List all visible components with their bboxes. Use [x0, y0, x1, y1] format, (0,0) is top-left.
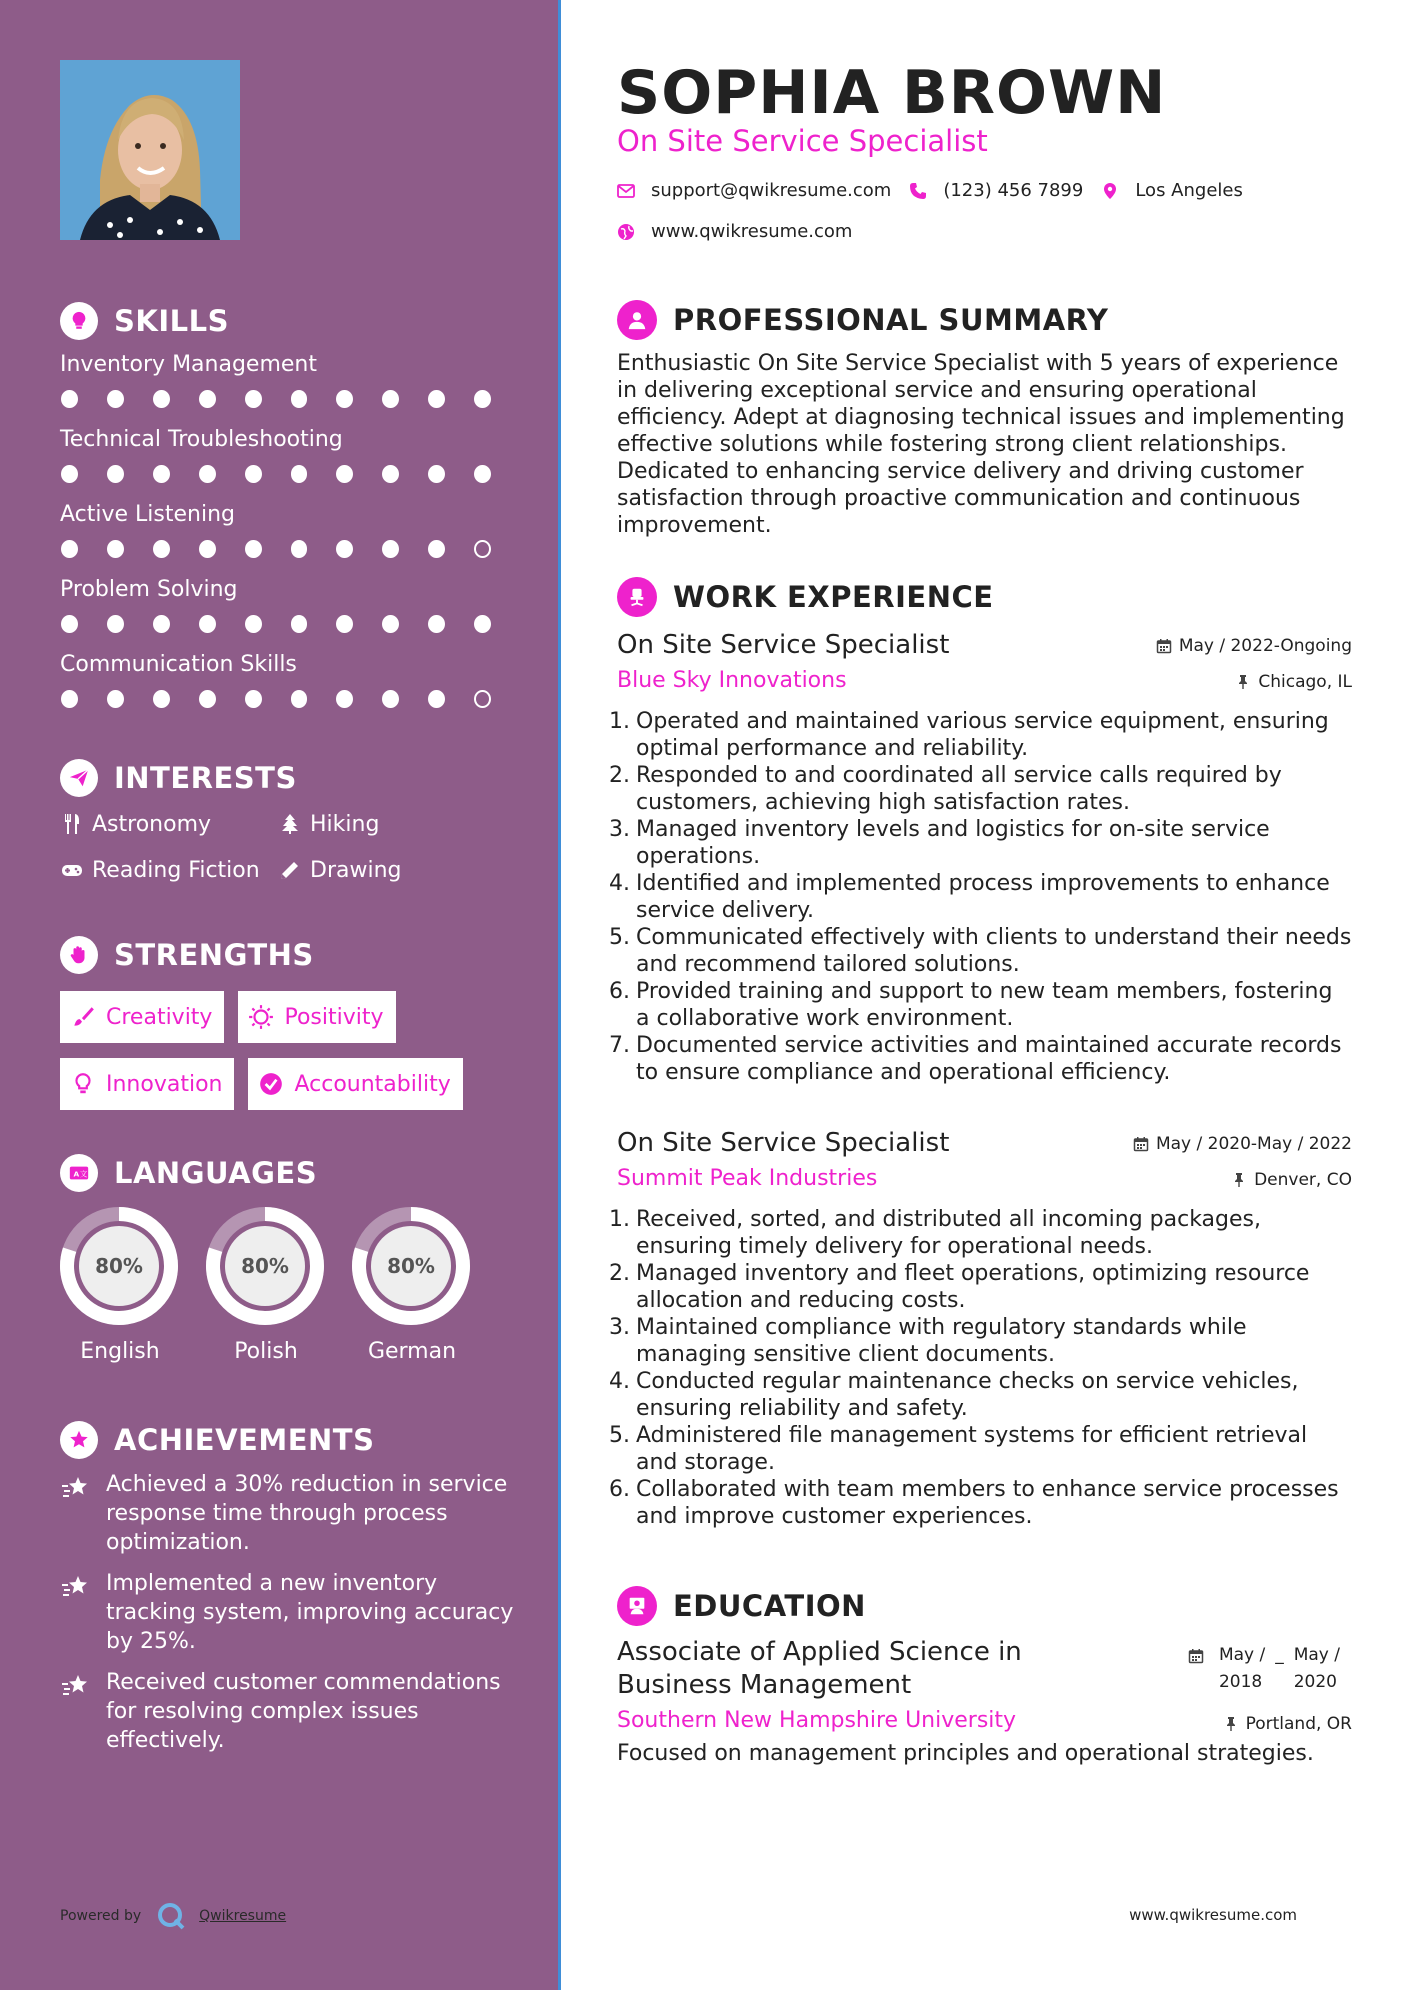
- education-date-start: [1219, 1642, 1265, 1696]
- rating-dot-filled: [336, 615, 353, 633]
- skill-item: [60, 425, 520, 500]
- interest-item: [278, 856, 496, 884]
- interests-heading: [60, 757, 297, 799]
- job-title: On Site Service Specialist: [617, 1128, 950, 1158]
- languages-list: [58, 1205, 518, 1364]
- lightbulb-icon: [70, 1071, 96, 1097]
- rating-dot-filled: [61, 390, 78, 408]
- skill-rating: [61, 690, 520, 708]
- hand-icon: [60, 936, 98, 974]
- qwikresume-link[interactable]: Qwikresume: [199, 1908, 287, 1924]
- footer-url[interactable]: www.qwikresume.com: [1129, 1906, 1297, 1924]
- interest-label: Reading Fiction: [92, 857, 260, 883]
- rating-dot-filled: [382, 390, 399, 408]
- bullet-text: Received, sorted, and distributed all incoming packages, ensuring timely delivery for operational needs.: [636, 1207, 1261, 1259]
- pushpin-icon: [1235, 674, 1251, 690]
- job-bullet: [609, 978, 1352, 1032]
- interest-label: Hiking: [310, 811, 380, 837]
- phone-icon: [909, 182, 927, 200]
- graduation-icon: [617, 1586, 657, 1626]
- bullet-text: Administered file management systems for efficient retrieval and storage.: [636, 1423, 1308, 1475]
- skill-rating: [61, 465, 520, 483]
- bullet-number: 6.: [609, 1477, 630, 1502]
- rating-dot-filled: [245, 615, 262, 633]
- strengths-heading: [60, 934, 314, 976]
- rating-dot-filled: [291, 390, 308, 408]
- bullet-text: Collaborated with team members to enhance service processes and improve customer experiences.: [636, 1477, 1339, 1529]
- job-entry: [609, 630, 1352, 1086]
- profile-photo-image: [60, 60, 240, 240]
- rating-dot-filled: [291, 465, 308, 483]
- user-icon: [617, 300, 657, 340]
- rating-dot-filled: [428, 465, 445, 483]
- rating-dot-filled: [336, 390, 353, 408]
- language-item: [58, 1205, 182, 1364]
- strength-label: Creativity: [106, 1004, 213, 1030]
- job-date: [1133, 1134, 1352, 1154]
- job-bullet: [609, 1314, 1352, 1368]
- calendar-icon: [1133, 1136, 1149, 1152]
- bullet-text: Conducted regular maintenance checks on service vehicles, ensuring reliability and safety.: [636, 1369, 1299, 1421]
- interest-item: [60, 856, 278, 884]
- skill-rating: [61, 540, 520, 558]
- job-header: [617, 1128, 1352, 1162]
- bullet-text: Provided training and support to new team members, fostering a collaborative work environment.: [636, 979, 1333, 1031]
- rating-dot-filled: [107, 390, 124, 408]
- bullet-text: Identified and implemented process improvements to enhance service delivery.: [636, 871, 1330, 923]
- bullet-number: 4.: [609, 1369, 630, 1394]
- job-bullet: [609, 1260, 1352, 1314]
- shooting-star-icon: [60, 1472, 90, 1502]
- education-entry: [617, 1636, 1352, 1766]
- education-date-start-year: 2018: [1218, 1672, 1263, 1692]
- strengths-heading-text: STRENGTHS: [114, 938, 314, 972]
- gamepad-icon: [60, 858, 84, 882]
- website-text[interactable]: www.qwikresume.com: [651, 221, 853, 242]
- job-subheader: [617, 666, 1352, 706]
- candidate-title: On Site Service Specialist: [617, 124, 988, 158]
- achievement-text: Received customer commendations for resolving complex issues effectively.: [106, 1670, 501, 1753]
- achievements-list: [60, 1470, 520, 1767]
- job-bullet: [609, 816, 1352, 870]
- skill-label: Active Listening: [60, 502, 236, 527]
- job-bullets: [609, 1206, 1352, 1530]
- achievement-text: Implemented a new inventory tracking system, improving accuracy by 25%.: [106, 1571, 514, 1654]
- job-company: Blue Sky Innovations: [617, 668, 847, 693]
- job-bullets: [609, 708, 1352, 1086]
- rating-dot-filled: [153, 465, 170, 483]
- pushpin-icon: [1223, 1716, 1239, 1732]
- bullet-text: Documented service activities and maintained accurate records to ensure compliance and operational efficiency.: [636, 1033, 1342, 1085]
- rating-dot-filled: [107, 690, 124, 708]
- bullet-number: 5.: [609, 925, 630, 950]
- column-divider: [558, 0, 561, 1990]
- rating-dot-filled: [336, 540, 353, 558]
- strength-badge: [248, 1058, 462, 1110]
- achievements-heading: [60, 1419, 374, 1461]
- job-location: [1235, 672, 1352, 692]
- job-bullet: [609, 1206, 1352, 1260]
- language-percent: 80%: [95, 1254, 143, 1278]
- skill-item: [60, 575, 520, 650]
- rating-dot-filled: [153, 615, 170, 633]
- svg-text:文: 文: [79, 1169, 88, 1179]
- check-circle-icon: [258, 1071, 284, 1097]
- rating-dot-filled: [61, 465, 78, 483]
- candidate-name: SOPHIA BROWN: [617, 58, 1167, 128]
- job-location-text: Denver, CO: [1254, 1170, 1352, 1190]
- calendar-icon: [1188, 1648, 1204, 1664]
- strength-label: Innovation: [106, 1071, 223, 1097]
- shooting-star-icon: [60, 1571, 90, 1601]
- skill-rating: [61, 615, 520, 633]
- rating-dot-filled: [61, 540, 78, 558]
- bullet-text: Managed inventory levels and logistics for on-site service operations.: [636, 817, 1270, 869]
- rating-dot-filled: [245, 690, 262, 708]
- job-header: [617, 630, 1352, 664]
- utensils-icon: [60, 812, 84, 836]
- rating-dot-filled: [153, 390, 170, 408]
- summary-text: Enthusiastic On Site Service Specialist with 5 years of experience in delivering exceptional service and ensuring operational efficiency. Adept at diagnosing technical issues and implementing effective solutions while fostering strong client relationships. Dedicated to enhancing service delivery and driving customer satisfaction through proactive communication and continuous improvement.: [617, 351, 1345, 538]
- interest-item: [60, 810, 278, 838]
- bullet-number: 6.: [609, 979, 630, 1004]
- bullet-text: Responded to and coordinated all service calls required by customers, achieving high satisfaction rates.: [636, 763, 1282, 815]
- rating-dot-filled: [199, 465, 216, 483]
- rating-dot-filled: [245, 390, 262, 408]
- languages-heading-text: LANGUAGES: [114, 1156, 318, 1190]
- rating-dot-filled: [61, 690, 78, 708]
- rating-dot-filled: [61, 615, 78, 633]
- rating-dot-filled: [428, 615, 445, 633]
- qwikresume-logo-icon: [155, 1900, 187, 1932]
- website-item: [617, 221, 852, 242]
- rating-dot-filled: [199, 390, 216, 408]
- job-bullet: [609, 1422, 1352, 1476]
- rating-dot-filled: [382, 615, 399, 633]
- envelope-icon: [617, 182, 635, 200]
- rating-dot-filled: [153, 540, 170, 558]
- rating-dot-filled: [107, 465, 124, 483]
- language-item: [350, 1205, 474, 1364]
- rating-dot-filled: [291, 615, 308, 633]
- location-item: [1101, 180, 1243, 201]
- rating-dot-filled: [291, 540, 308, 558]
- language-name: English: [80, 1339, 160, 1364]
- svg-text:A: A: [73, 1169, 80, 1179]
- rating-dot-filled: [428, 540, 445, 558]
- rating-dot-filled: [245, 465, 262, 483]
- language-progress-ring: [350, 1205, 472, 1327]
- language-name: Polish: [234, 1339, 298, 1364]
- rating-dot-filled: [382, 465, 399, 483]
- education-date-separator: _: [1275, 1645, 1284, 1665]
- bullet-number: 1.: [609, 709, 630, 734]
- skill-item: [60, 500, 520, 575]
- education-date-end-month: May /: [1293, 1645, 1340, 1665]
- rating-dot-filled: [199, 690, 216, 708]
- job-location-text: Chicago, IL: [1258, 672, 1352, 692]
- email-text[interactable]: support@qwikresume.com: [651, 180, 892, 201]
- language-percent: 80%: [387, 1254, 435, 1278]
- education-location: [1223, 1714, 1352, 1734]
- skill-label: Communication Skills: [60, 652, 297, 677]
- rating-dot-filled: [199, 540, 216, 558]
- rating-dot-filled: [245, 540, 262, 558]
- bullet-number: 4.: [609, 871, 630, 896]
- job-date-text: May / 2020-May / 2022: [1155, 1134, 1352, 1154]
- skill-item: [60, 350, 520, 425]
- language-progress-ring: [204, 1205, 326, 1327]
- interest-item: [278, 810, 496, 838]
- interest-label: Astronomy: [92, 811, 212, 837]
- education-school: Southern New Hampshire University: [617, 1708, 1017, 1733]
- achievement-text: Achieved a 30% reduction in service response time through process optimization.: [106, 1472, 508, 1555]
- rating-dot-filled: [382, 540, 399, 558]
- sidebar: [0, 0, 558, 1990]
- bullet-number: 3.: [609, 817, 630, 842]
- office-chair-icon: [617, 577, 657, 617]
- job-bullet: [609, 1368, 1352, 1422]
- bullet-text: Operated and maintained various service equipment, ensuring optimal performance and reliability.: [636, 709, 1329, 761]
- summary-heading-text: PROFESSIONAL SUMMARY: [673, 303, 1109, 337]
- education-date: [1188, 1642, 1340, 1696]
- summary-heading: [617, 300, 1108, 340]
- languages-heading: [60, 1152, 317, 1194]
- strength-label: Positivity: [284, 1004, 384, 1030]
- rating-dot-filled: [474, 615, 491, 633]
- job-company: Summit Peak Industries: [617, 1166, 878, 1191]
- paper-plane-icon: [60, 759, 98, 797]
- rating-dot-filled: [336, 690, 353, 708]
- bullet-number: 3.: [609, 1315, 630, 1340]
- education-location-text: Portland, OR: [1245, 1714, 1352, 1734]
- globe-icon: [617, 223, 635, 241]
- rating-dot-filled: [291, 690, 308, 708]
- job-date-text: May / 2022-Ongoing: [1178, 636, 1352, 656]
- interest-label: Drawing: [310, 857, 402, 883]
- pushpin-icon: [1231, 1172, 1247, 1188]
- translate-icon: [60, 1154, 98, 1192]
- strength-badge: [60, 1058, 234, 1110]
- job-bullet: [609, 1032, 1352, 1086]
- phone-text[interactable]: (123) 456 7899: [943, 180, 1084, 201]
- job-entry: [609, 1128, 1352, 1530]
- achievement-item: [60, 1668, 520, 1755]
- job-bullet: [609, 762, 1352, 816]
- strength-badge: [60, 991, 224, 1043]
- bullet-text: Maintained compliance with regulatory standards while managing sensitive client documents.: [636, 1315, 1247, 1367]
- education-heading-text: EDUCATION: [673, 1589, 866, 1623]
- profile-photo: [60, 60, 240, 240]
- experience-heading: [617, 577, 994, 617]
- powered-by-text: Powered by: [60, 1908, 142, 1924]
- bullet-number: 5.: [609, 1423, 630, 1448]
- education-date-end-year: 2020: [1293, 1672, 1337, 1692]
- rating-dot-filled: [474, 465, 491, 483]
- star-badge-icon: [60, 1421, 98, 1459]
- rating-dot-filled: [428, 690, 445, 708]
- rating-dot-filled: [199, 615, 216, 633]
- job-bullet: [609, 870, 1352, 924]
- achievements-heading-text: ACHIEVEMENTS: [114, 1423, 375, 1457]
- job-title: On Site Service Specialist: [617, 630, 950, 660]
- interests-list: [60, 810, 520, 884]
- rating-dot-empty: [474, 690, 491, 708]
- rating-dot-filled: [336, 465, 353, 483]
- language-item: [204, 1205, 328, 1364]
- achievement-item: [60, 1569, 520, 1656]
- rating-dot-filled: [474, 390, 491, 408]
- rating-dot-filled: [153, 690, 170, 708]
- job-date: [1156, 636, 1352, 656]
- achievement-item: [60, 1470, 520, 1557]
- sun-icon: [248, 1004, 274, 1030]
- bullet-text: Communicated effectively with clients to understand their needs and recommend tailored solutions.: [636, 925, 1352, 977]
- contact-row: [617, 180, 1261, 201]
- rating-dot-empty: [474, 540, 491, 558]
- calendar-icon: [1156, 638, 1172, 654]
- language-progress-ring: [58, 1205, 180, 1327]
- bullet-number: 1.: [609, 1207, 630, 1232]
- skills-heading: [60, 300, 229, 342]
- rating-dot-filled: [428, 390, 445, 408]
- phone-item: [909, 180, 1083, 201]
- job-bullet: [609, 924, 1352, 978]
- bullet-number: 7.: [609, 1033, 630, 1058]
- skill-label: Inventory Management: [60, 352, 317, 377]
- education-degree: Associate of Applied Science in Business Management: [617, 1637, 1022, 1700]
- job-subheader: [617, 1164, 1352, 1204]
- rating-dot-filled: [107, 615, 124, 633]
- interests-heading-text: INTERESTS: [114, 761, 297, 795]
- language-name: German: [367, 1339, 457, 1364]
- bullet-number: 2.: [609, 763, 630, 788]
- contact-row-2: [617, 221, 870, 242]
- rating-dot-filled: [107, 540, 124, 558]
- rating-dot-filled: [382, 690, 399, 708]
- skills-heading-text: SKILLS: [114, 304, 229, 338]
- education-description: Focused on management principles and operational strategies.: [617, 1741, 1314, 1766]
- education-heading: [617, 1586, 866, 1626]
- pencil-icon: [278, 858, 302, 882]
- experience-heading-text: WORK EXPERIENCE: [673, 580, 994, 614]
- strength-badge: [238, 991, 395, 1043]
- lightbulb-icon: [60, 302, 98, 340]
- skill-rating: [61, 390, 520, 408]
- language-percent: 80%: [241, 1254, 289, 1278]
- job-location: [1231, 1170, 1352, 1190]
- strength-label: Accountability: [294, 1071, 451, 1097]
- email-item: [617, 180, 891, 201]
- location-text: Los Angeles: [1135, 180, 1243, 201]
- map-pin-icon: [1101, 182, 1119, 200]
- bullet-text: Managed inventory and fleet operations, optimizing resource allocation and reducing costs.: [636, 1261, 1310, 1313]
- education-date-end: [1294, 1642, 1340, 1696]
- skill-label: Problem Solving: [60, 577, 238, 602]
- education-date-start-month: May /: [1218, 1645, 1266, 1665]
- main-content: [609, 0, 1352, 1990]
- shooting-star-icon: [60, 1670, 90, 1700]
- brush-icon: [70, 1004, 96, 1030]
- skill-label: Technical Troubleshooting: [60, 427, 343, 452]
- strengths-list: [60, 991, 520, 1125]
- job-bullet: [609, 708, 1352, 762]
- job-bullet: [609, 1476, 1352, 1530]
- tree-icon: [278, 812, 302, 836]
- skills-list: [60, 350, 520, 725]
- skill-item: [60, 650, 520, 725]
- powered-by: [60, 1900, 286, 1932]
- bullet-number: 2.: [609, 1261, 630, 1286]
